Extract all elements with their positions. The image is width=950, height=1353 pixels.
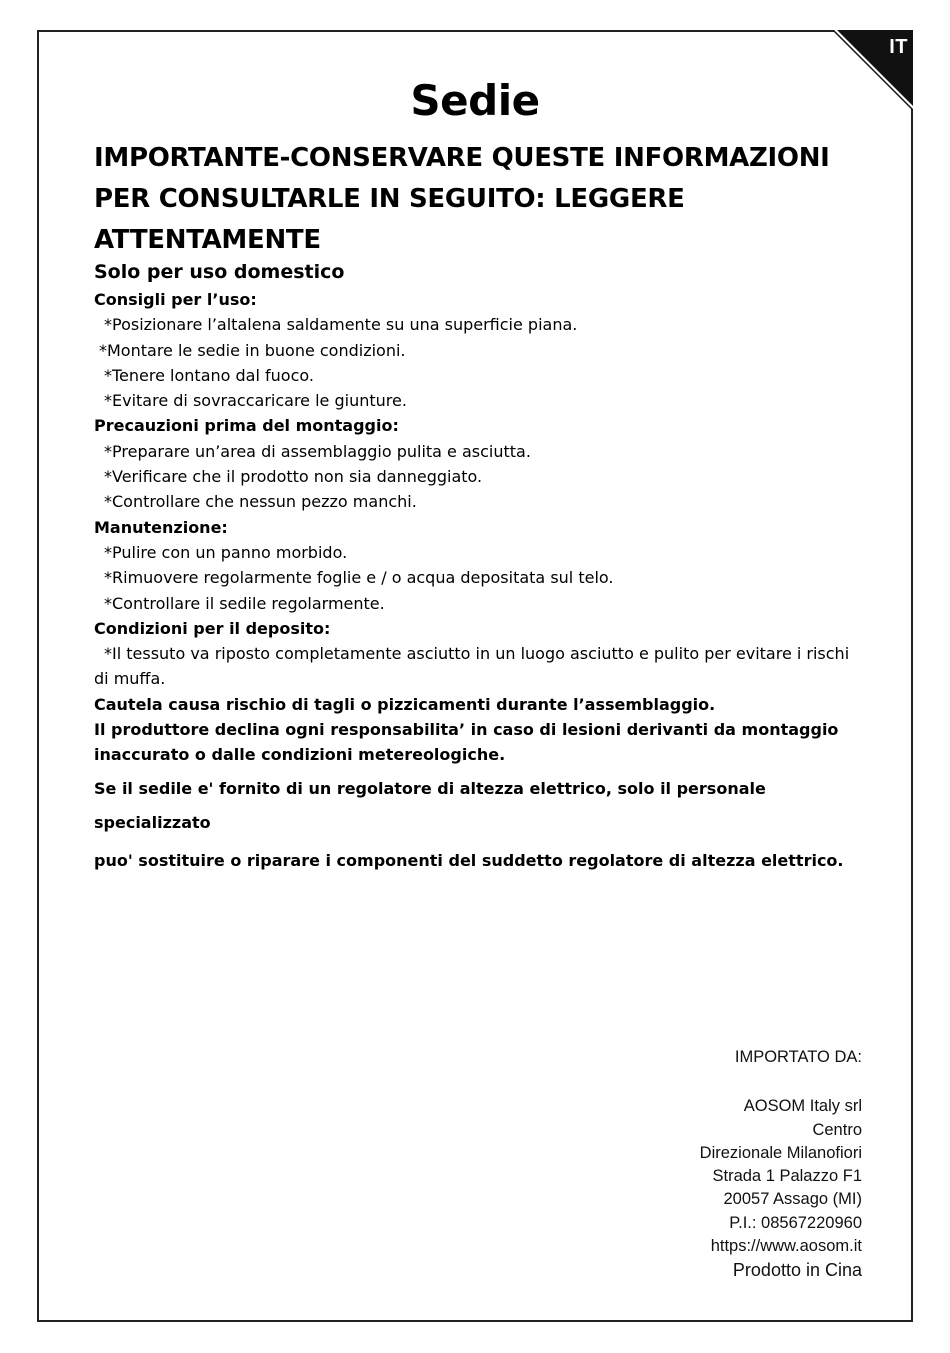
list-item: *Verificare che il prodotto non sia danneggiato. xyxy=(104,467,483,487)
domestic-use-subtitle: Solo per uso domestico xyxy=(94,261,345,283)
importer-line: Direzionale Milanofiori xyxy=(699,1143,862,1162)
section-title: Precauzioni prima del montaggio: xyxy=(94,416,399,436)
list-item: *Rimuovere regolarmente foglie e / o acqua depositata sul telo. xyxy=(104,568,614,588)
list-item: *Il tessuto va riposto completamente asciutto in un luogo asciutto e pulito per evitare i rischi di muffa. xyxy=(94,644,850,689)
importer-block xyxy=(700,1046,862,1283)
importer-line: Centro xyxy=(812,1120,862,1139)
section-assembly-precautions xyxy=(94,413,854,514)
list-item: *Montare le sedie in buone condizioni. xyxy=(99,340,406,360)
important-heading: IMPORTANTE-CONSERVARE QUESTE INFORMAZIONI PER CONSULTARLE IN SEGUITO: LEGGERE ATTENTAMENTE xyxy=(94,143,830,255)
liability-notice: Il produttore declina ogni responsabilita’ in caso di lesioni derivanti da montaggio inaccurato o dalle condizioni metereologiche. xyxy=(94,720,839,765)
importer-label: IMPORTATO DA: xyxy=(734,1048,862,1066)
section-title: Manutenzione: xyxy=(94,517,228,537)
section-title: Consigli per l’uso: xyxy=(94,290,257,309)
list-item: *Preparare un’area di assemblaggio pulita e asciutta. xyxy=(104,441,531,461)
importer-line: P.I.: 08567220960 xyxy=(729,1213,862,1232)
section-storage xyxy=(94,616,854,692)
electric-regulator-warning-line1: Se il sedile e' fornito di un regolatore di altezza elettrico, solo il personale specializzato xyxy=(94,778,766,832)
list-item: *Controllare il sedile regolarmente. xyxy=(104,593,385,613)
importer-website-link[interactable]: https://www.aosom.it xyxy=(710,1237,862,1256)
list-item: *Posizionare l’altalena saldamente su una superficie piana. xyxy=(104,315,578,335)
importer-line: AOSOM Italy srl xyxy=(743,1097,862,1116)
section-usage-tips xyxy=(94,287,854,413)
list-item: *Evitare di sovraccaricare le giunture. xyxy=(104,391,407,411)
instructions-body xyxy=(94,258,854,878)
importer-line: 20057 Assago (MI) xyxy=(723,1190,862,1209)
list-item: *Pulire con un panno morbido. xyxy=(104,542,348,562)
list-item: *Controllare che nessun pezzo manchi. xyxy=(104,492,417,512)
cut-risk-warning: Cautela causa rischio di tagli o pizzicamenti durante l’assemblaggio. xyxy=(94,694,716,714)
list-item: *Tenere lontano dal fuoco. xyxy=(104,365,314,385)
language-code: IT xyxy=(889,36,908,58)
electric-regulator-warning-line2: puo' sostituire o riparare i componenti del suddetto regolatore di altezza elettrico. xyxy=(94,850,844,870)
made-in-label: Prodotto in Cina xyxy=(732,1260,862,1281)
importer-line: Strada 1 Palazzo F1 xyxy=(712,1167,862,1186)
page-title: Sedie xyxy=(410,76,540,125)
section-title: Condizioni per il deposito: xyxy=(94,618,331,638)
section-maintenance xyxy=(94,515,854,616)
